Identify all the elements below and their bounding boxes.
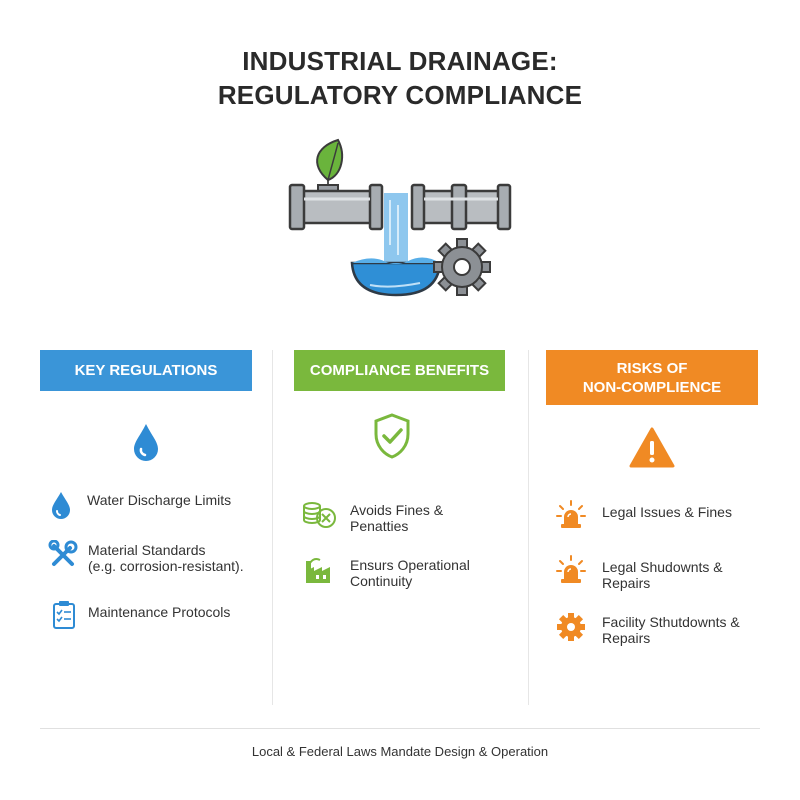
list-item	[556, 500, 732, 530]
coins-cross-icon	[302, 500, 338, 530]
page-title	[0, 44, 800, 112]
list-item	[52, 600, 230, 630]
risks-column	[546, 350, 761, 646]
header-line: RISKS OF	[616, 359, 688, 377]
shield-check-icon	[372, 412, 412, 460]
warning-triangle-icon	[628, 426, 676, 470]
water-stream	[384, 193, 408, 265]
gear-icon	[556, 612, 586, 642]
item-text: Legal Shudownts &	[602, 559, 723, 575]
risks-header	[546, 350, 758, 405]
compliance-benefits-header	[294, 350, 505, 391]
list-item	[556, 555, 723, 591]
item-text: Continuity	[350, 573, 413, 589]
key-regulations-column	[40, 350, 255, 620]
list-item	[302, 500, 443, 534]
list-item	[48, 540, 244, 574]
item-text: Legal Issues & Fines	[602, 504, 732, 520]
alarm-siren-icon	[556, 555, 586, 585]
title-line-1: INDUSTRIAL DRAINAGE:	[242, 46, 558, 76]
title-line-2: REGULATORY COMPLIANCE	[217, 80, 583, 110]
gear-icon	[434, 239, 490, 295]
left-pipe	[290, 185, 382, 229]
factory-icon	[302, 555, 338, 585]
wrench-screwdriver-icon	[48, 540, 78, 570]
item-text: Material Standards	[88, 542, 206, 558]
key-regulations-header	[40, 350, 252, 391]
right-pipe	[412, 185, 510, 229]
header-line: COMPLIANCE BENEFITS	[309, 362, 490, 379]
list-item	[50, 490, 231, 520]
footer-text: Local & Federal Laws Mandate Design & Operation	[251, 744, 549, 759]
item-text: Water Discharge Limits	[87, 492, 232, 508]
water-drop-icon	[132, 422, 160, 462]
water-basin	[352, 257, 440, 295]
item-text: Penatties	[350, 518, 409, 534]
water-drop-icon	[50, 490, 72, 520]
column-divider-1	[272, 350, 273, 705]
item-text: Facility Sthutdownts &	[602, 614, 740, 630]
list-item	[556, 612, 740, 646]
pipe-water-illustration	[280, 135, 520, 305]
item-text: Ensurs Operational	[350, 557, 470, 573]
footer-divider	[40, 728, 760, 729]
item-text: Maintenance Protocols	[88, 604, 231, 620]
list-item	[302, 555, 470, 589]
leaf-icon	[317, 140, 342, 191]
header-line: KEY REGULATIONS	[74, 362, 218, 379]
compliance-benefits-column	[294, 350, 509, 589]
alarm-siren-icon	[556, 500, 586, 530]
column-divider-2	[528, 350, 529, 705]
header-line: NON-COMPLIENCE	[582, 378, 722, 396]
item-text: Repairs	[602, 575, 651, 591]
clipboard-checklist-icon	[52, 600, 76, 630]
item-text: (e.g. corrosion-resistant).	[88, 558, 244, 574]
item-text: Avoids Fines &	[350, 502, 444, 518]
item-text: Repairs	[602, 630, 651, 646]
